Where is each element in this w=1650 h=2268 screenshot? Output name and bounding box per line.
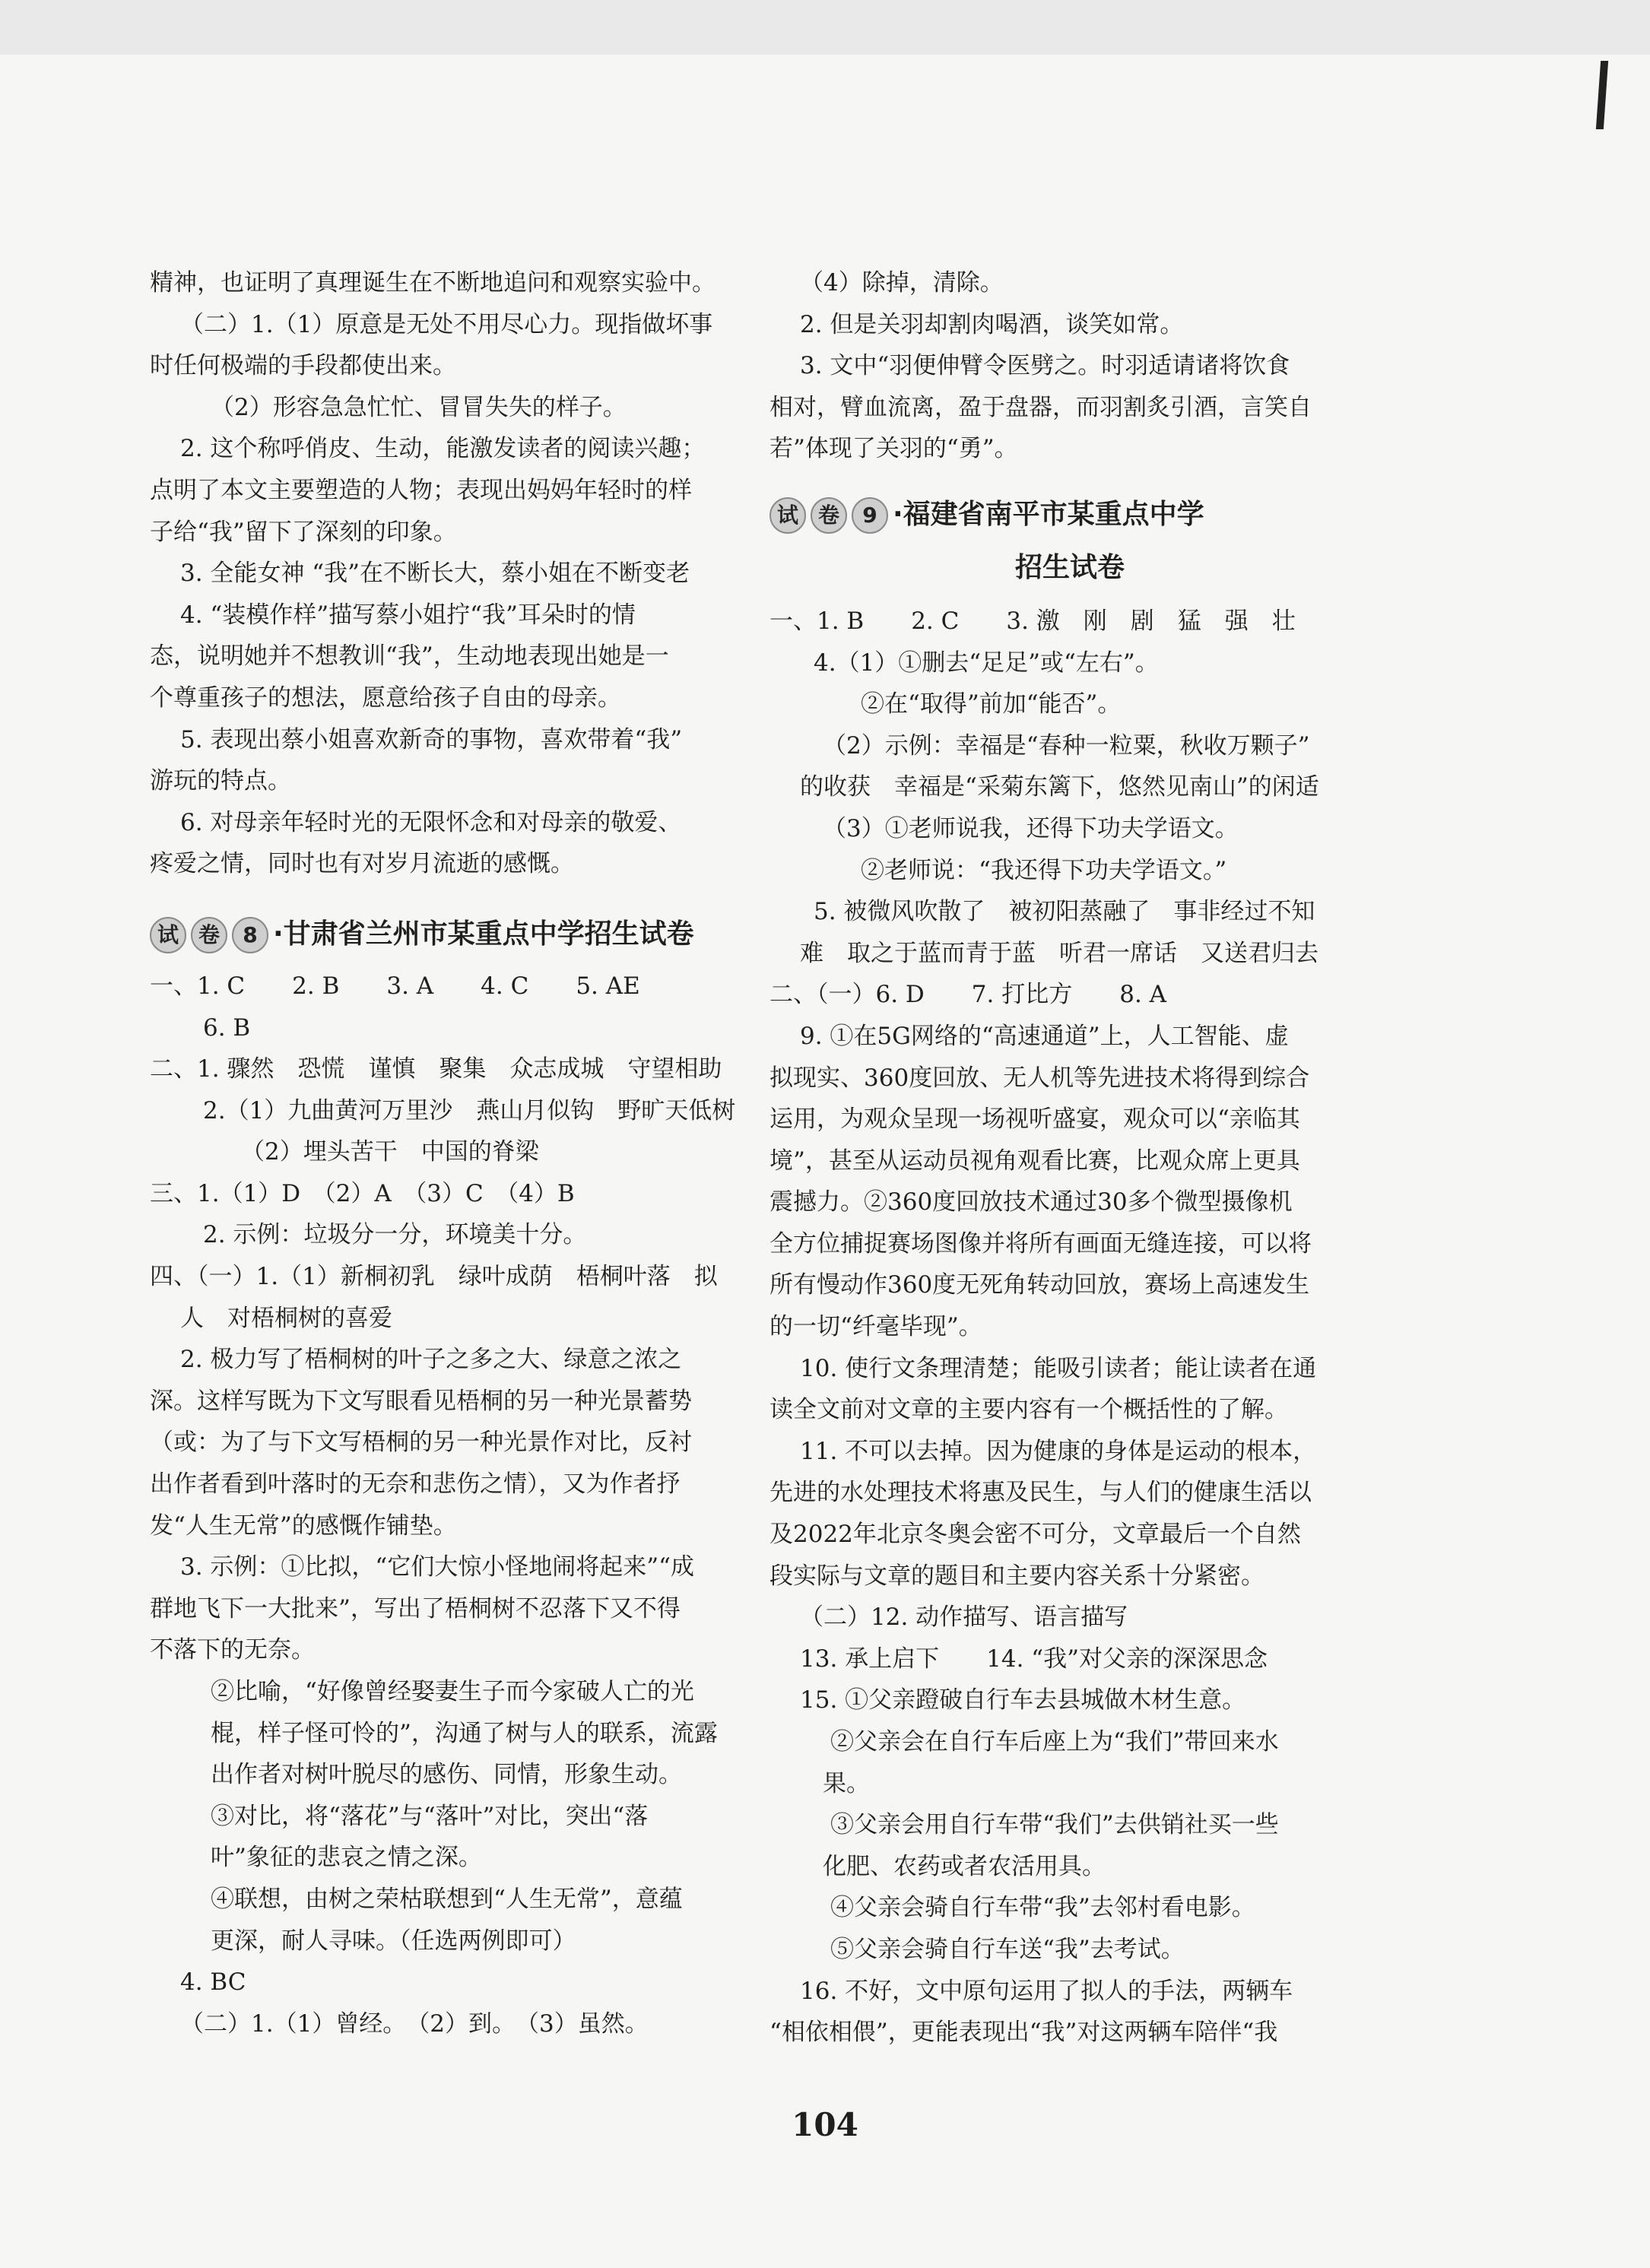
answer-line: 3. 示例：①比拟，“它们大惊小怪地闹将起来”“成 <box>180 1553 694 1581</box>
answer-line: （二）1.（1）原意是无处不用尽心力。现指做坏事 <box>180 310 713 338</box>
answer-line: 三、1.（1）D （2）A （3）C （4）B <box>150 1179 575 1207</box>
answer-line: 3. 全能女神 “我”在不断长大，蔡小姐在不断变老 <box>180 560 690 588</box>
answer-line: （二）12. 动作描写、语言描写 <box>800 1603 1128 1632</box>
answer-line: 叶”象征的悲哀之情之深。 <box>211 1844 482 1872</box>
answer-line: 2. 极力写了梧桐树的叶子之多之大、绿意之浓之 <box>180 1346 682 1374</box>
answer-line: 全方位捕捉赛场图像并将所有画面无缝连接，可以将 <box>769 1229 1312 1258</box>
right-column <box>769 262 1370 2054</box>
answer-line: （2）示例：幸福是“春种一粒粟，秋收万颗子” <box>823 731 1310 760</box>
answer-line: 段实际与文章的题目和主要内容关系十分紧密。 <box>769 1562 1264 1590</box>
answer-line: 群地飞下一大批来”，写出了梧桐树不忍落下又不得 <box>150 1594 681 1622</box>
answer-line: 二、1. 骤然 恐慌 谨慎 聚集 众志成城 守望相助 <box>150 1055 722 1083</box>
answer-line: 15. ①父亲蹬破自行车去县城做木材生意。 <box>800 1686 1246 1714</box>
right-answers-part1 <box>769 262 1370 470</box>
right-answers-part2 <box>769 601 1370 2054</box>
answer-line: ⑤父亲会骑自行车送“我”去考试。 <box>830 1935 1185 1963</box>
answer-line: ②父亲会在自行车后座上为“我们”带回来水 <box>830 1728 1279 1756</box>
answer-line: ③对比，将“落花”与“落叶”对比，突出“落 <box>211 1802 649 1830</box>
answer-line: 4. BC <box>180 1968 246 1997</box>
answer-line: 若”体现了关羽的“勇”。 <box>769 435 1018 463</box>
page-number: 104 <box>792 2106 858 2143</box>
answer-line: ④联想，由树之荣枯联想到“人生无常”，意蕴 <box>211 1885 683 1913</box>
answer-line: 拟现实、360度回放、无人机等先进技术将得到综合 <box>769 1064 1310 1092</box>
answer-line: 5. 被微风吹散了 被初阳蒸融了 事非经过不知 <box>814 898 1315 926</box>
answer-line: 读全文前对文章的主要内容有一个概括性的了解。 <box>769 1396 1288 1424</box>
answer-line: 境”，甚至从运动员视角观看比赛，比观众席上更具 <box>769 1147 1300 1175</box>
left-answers-part2 <box>150 966 750 2044</box>
answer-line: 一、1. B 2. C 3. 激 刚 剧 猛 强 壮 <box>769 607 1296 635</box>
answer-line: 难 取之于蓝而青于蓝 听君一席话 又送君归去 <box>800 939 1318 967</box>
answer-line: 11. 不可以去掉。因为健康的身体是运动的根本， <box>800 1437 1317 1465</box>
answer-line: 2. 这个称呼俏皮、生动，能激发读者的阅读兴趣； <box>180 435 706 463</box>
answer-line: 化肥、农药或者农活用具。 <box>823 1852 1106 1880</box>
answer-line: 运用，为观众呈现一场视听盛宴，观众可以“亲临其 <box>769 1105 1300 1134</box>
badge-number-8: 8 <box>232 917 268 953</box>
answer-line: 的一切“纤毫毕现”。 <box>769 1313 982 1341</box>
answer-line: 精神，也证明了真理诞生在不断地追问和观察实验中。 <box>150 269 716 297</box>
badge-shi: 试 <box>150 917 186 953</box>
answer-line: 人 对梧桐树的喜爱 <box>180 1304 392 1332</box>
answer-line: 10. 使行文条理清楚；能吸引读者；能让读者在通 <box>800 1354 1317 1382</box>
badge-juan: 卷 <box>191 917 227 953</box>
answer-line: 态，说明她并不想教训“我”，生动地表现出她是一 <box>150 642 669 671</box>
answer-line: （2）形容急急忙忙、冒冒失失的样子。 <box>211 393 627 421</box>
answer-line: 棍，样子怪可怜的”，沟通了树与人的联系，流露 <box>211 1719 718 1747</box>
answer-line: 4.（1）①删去“足足”或“左右”。 <box>814 649 1159 677</box>
answer-line: ③父亲会用自行车带“我们”去供销社买一些 <box>830 1811 1279 1839</box>
section-heading-8 <box>150 908 750 961</box>
answer-line: 时任何极端的手段都使出来。 <box>150 352 456 380</box>
answer-line: ②在“取得”前加“能否”。 <box>861 690 1122 718</box>
answer-line: 6. B <box>203 1013 251 1042</box>
answer-line: ④父亲会骑自行车带“我”去邻村看电影。 <box>830 1894 1255 1922</box>
answer-line: 二、（一）6. D 7. 打比方 8. A <box>769 981 1167 1009</box>
answer-line: 及2022年北京冬奥会密不可分，文章最后一个自然 <box>769 1521 1301 1549</box>
page-edge-mark <box>1596 61 1608 129</box>
answer-line: 个尊重孩子的想法，愿意给孩子自由的母亲。 <box>150 684 621 712</box>
section-9-title-line2: 招生试卷 <box>1014 551 1125 583</box>
answer-line: （4）除掉，清除。 <box>800 269 1004 297</box>
answer-line: ②比喻，“好像曾经娶妻生子而今家破人亡的光 <box>211 1678 694 1705</box>
answer-line: 的收获 幸福是“采菊东篱下，悠然见南山”的闲适 <box>800 773 1319 801</box>
answer-line: 子给“我”留下了深刻的印象。 <box>150 518 457 546</box>
answer-line: 震撼力。②360度回放技术通过30多个微型摄像机 <box>769 1188 1293 1216</box>
answer-line: 4. “装模作样”描写蔡小姐拧“我”耳朵时的情 <box>180 601 636 629</box>
answer-line: ②老师说：“我还得下功夫学语文。” <box>861 856 1227 884</box>
answer-line: 四、（一）1.（1）新桐初乳 绿叶成荫 梧桐叶落 拟 <box>150 1263 718 1291</box>
answer-line: 出作者对树叶脱尽的感伤、同情，形象生动。 <box>211 1761 682 1789</box>
section-heading-9 <box>769 488 1370 541</box>
answer-line: 所有慢动作360度无死角转动回放，赛场上高速发生 <box>769 1271 1310 1299</box>
badge-shi: 试 <box>769 497 806 534</box>
answer-line: （2）埋头苦干 中国的脊梁 <box>241 1138 539 1166</box>
answer-line: 2. 但是关羽却割肉喝酒，谈笑如常。 <box>800 310 1184 338</box>
answer-line: 2.（1）九曲黄河万里沙 燕山月似钩 野旷天低树 <box>203 1096 736 1124</box>
badge-number-9: 9 <box>852 497 888 534</box>
answer-line: 3. 文中“羽便伸臂令医劈之。时羽适请诸将饮食 <box>800 352 1290 380</box>
answer-line: 2. 示例：垃圾分一分，环境美十分。 <box>203 1221 587 1249</box>
answer-line: （二）1.（1）曾经。 （2）到。 （3）虽然。 <box>180 2009 649 2038</box>
answer-line: 游玩的特点。 <box>150 767 291 795</box>
answer-line: 更深，耐人寻味。（任选两例即可） <box>211 1927 576 1955</box>
answer-line: 一、1. C 2. B 3. A 4. C 5. AE <box>150 972 640 1000</box>
answer-line: 不落下的无奈。 <box>150 1636 315 1664</box>
answer-line: 疼爱之情，同时也有对岁月流逝的感慨。 <box>150 850 574 878</box>
answer-line: 果。 <box>823 1769 870 1797</box>
answer-line: “相依相偎”，更能表现出“我”对这两辆车陪伴“我 <box>769 2019 1278 2047</box>
answer-line: （3）①老师说我，还得下功夫学语文。 <box>823 814 1239 842</box>
section-8-title: ·甘肃省兰州市某重点中学招生试卷 <box>273 918 694 950</box>
answer-line: （或：为了与下文写梧桐的另一种光景作对比，反衬 <box>150 1429 692 1457</box>
answer-line: 相对，臂血流离，盈于盘器，而羽割炙引酒，言笑自 <box>769 393 1312 421</box>
answer-line: 发“人生无常”的感慨作铺垫。 <box>150 1511 457 1540</box>
answer-line: 13. 承上启下 14. “我”对父亲的深深思念 <box>800 1645 1268 1673</box>
answer-line: 9. ①在5G网络的“高速通道”上，人工智能、虚 <box>800 1022 1289 1050</box>
answer-line: 出作者看到叶落时的无奈和悲伤之情），又为作者抒 <box>150 1470 681 1499</box>
answer-line: 16. 不好，文中原句运用了拟人的手法，两辆车 <box>800 1977 1293 2005</box>
answer-line: 先进的水处理技术将惠及民生，与人们的健康生活以 <box>769 1479 1312 1507</box>
scan-top-band <box>0 0 1650 55</box>
answer-line: 5. 表现出蔡小姐喜欢新奇的事物，喜欢带着“我” <box>180 725 683 753</box>
section-9-title: ·福建省南平市某重点中学 <box>893 498 1204 530</box>
left-answers-part1 <box>150 262 750 885</box>
left-column <box>150 262 750 2044</box>
answer-line: 点明了本文主要塑造的人物；表现出妈妈年轻时的样 <box>150 476 692 504</box>
answer-line: 深。这样写既为下文写眼看见梧桐的另一种光景蓄势 <box>150 1387 692 1415</box>
answer-line: 6. 对母亲年轻时光的无限怀念和对母亲的敬爱、 <box>180 808 682 836</box>
badge-juan: 卷 <box>811 497 847 534</box>
